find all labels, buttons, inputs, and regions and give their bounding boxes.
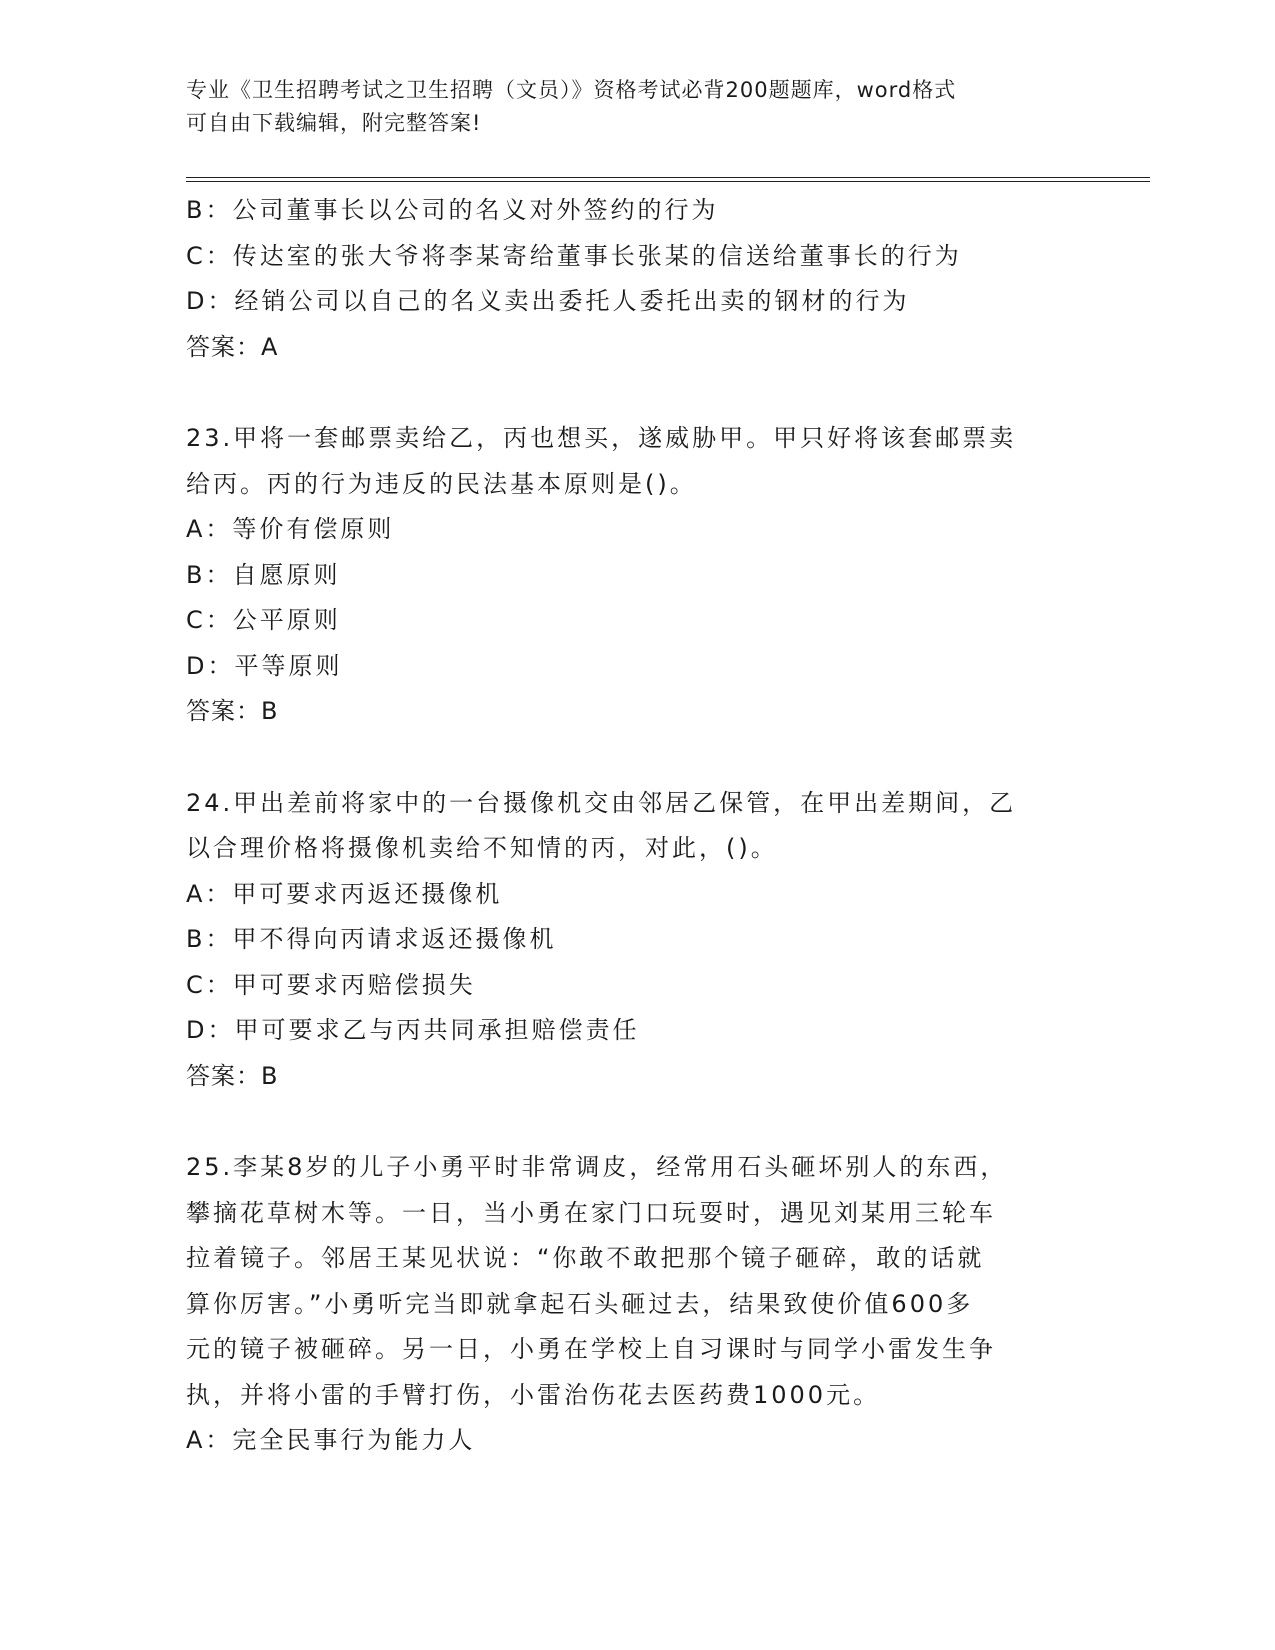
question-stem-line: 元的镜子被砸碎。另一日，小勇在学校上自习课时与同学小雷发生争 <box>186 1335 996 1363</box>
question-content <box>186 188 1086 1464</box>
question-stem-line: 执，并将小雷的手臂打伤，小雷治伤花去医药费1000元。 <box>186 1380 881 1409</box>
question-stem-line: 以合理价格将摄像机卖给不知情的丙，对此，()。 <box>186 834 778 862</box>
option-d: D：经销公司以自己的名义卖出委托人委托出卖的钢材的行为 <box>186 287 910 315</box>
spacer <box>186 735 1086 781</box>
option-b: B：甲不得向丙请求返还摄像机 <box>186 925 557 953</box>
header-divider-secondary <box>186 181 1150 182</box>
option-d: D：平等原则 <box>186 651 343 680</box>
spacer <box>186 1099 1086 1145</box>
answer-line: 答案：A <box>186 332 279 361</box>
question-24 <box>186 781 1086 1100</box>
question-stem-line: 给丙。丙的行为违反的民法基本原则是()。 <box>186 469 697 498</box>
prev-question <box>186 188 1086 370</box>
option-a: A：等价有偿原则 <box>186 515 395 543</box>
question-stem-line: 算你厉害。”小勇听完当即就拿起石头砸过去，结果致使价值600多 <box>186 1289 974 1318</box>
answer-line: 答案：B <box>186 1061 279 1090</box>
header-title-line: 专业《卫生招聘考试之卫生招聘（文员）》资格考试必背200题题库，word格式 <box>186 78 957 102</box>
option-d: D：甲可要求乙与丙共同承担赔偿责任 <box>186 1016 640 1044</box>
question-stem-line: 拉着镜子。邻居王某见状说：“你敢不敢把那个镜子砸碎，敢的话就 <box>186 1244 985 1272</box>
question-stem-line: 24.甲出差前将家中的一台摄像机交由邻居乙保管，在甲出差期间，乙 <box>186 788 1017 817</box>
question-stem-line: 25.李某8岁的儿子小勇平时非常调皮，经常用石头砸坏别人的东西， <box>186 1153 1008 1181</box>
question-stem-line: 攀摘花草树木等。一日，当小勇在家门口玩耍时，遇见刘某用三轮车 <box>186 1198 996 1227</box>
question-25 <box>186 1145 1086 1464</box>
option-c: C：公平原则 <box>186 606 341 634</box>
spacer <box>186 370 1086 416</box>
answer-line: 答案：B <box>186 697 279 725</box>
option-a: A：完全民事行为能力人 <box>186 1426 476 1454</box>
option-c: C：传达室的张大爷将李某寄给董事长张某的信送给董事长的行为 <box>186 241 962 270</box>
question-stem-line: 23.甲将一套邮票卖给乙，丙也想买，遂威胁甲。甲只好将该套邮票卖 <box>186 424 1017 452</box>
option-c: C：甲可要求丙赔偿损失 <box>186 970 476 999</box>
page-header <box>186 74 1066 140</box>
question-23 <box>186 416 1086 735</box>
header-subtitle-line: 可自由下载编辑，附完整答案! <box>186 111 482 135</box>
option-b: B：自愿原则 <box>186 560 341 589</box>
option-a: A：甲可要求丙返还摄像机 <box>186 879 503 908</box>
option-b: B：公司董事长以公司的名义对外签约的行为 <box>186 196 719 224</box>
header-divider <box>186 177 1150 178</box>
